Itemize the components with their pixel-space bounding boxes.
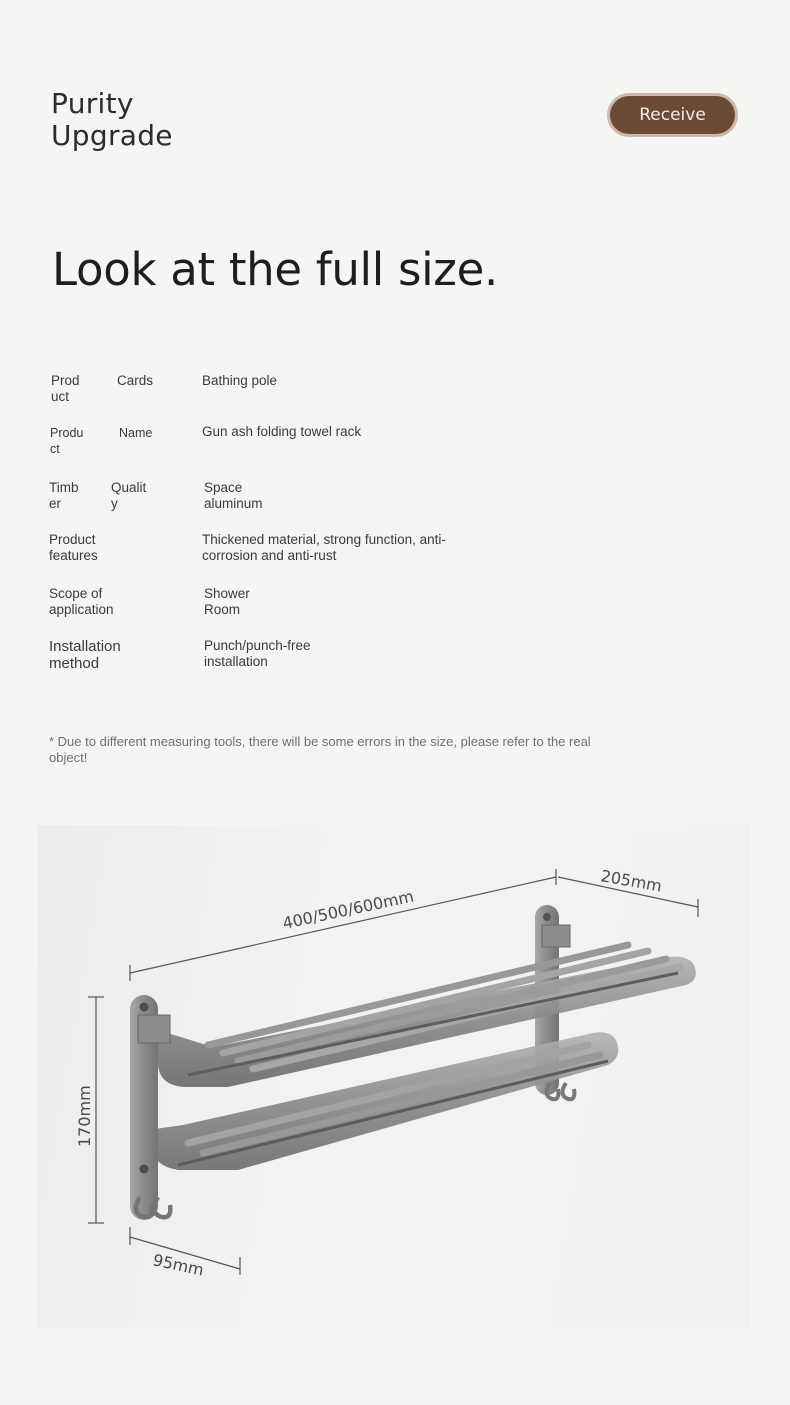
spec-sublabel: Qualit y [111,480,147,511]
towel-rack-illustration [38,825,750,1328]
spec-value: Shower Room [204,586,250,617]
receive-button[interactable]: Receive [610,96,735,134]
page-headline: Look at the full size. [52,243,499,296]
brand-line-1: Purity [51,87,134,120]
spec-label: Product features [49,532,98,563]
length-dimension: 400/500/600mm [280,886,416,933]
spec-value: Gun ash folding towel rack [202,424,362,439]
depth-dimension: 205mm [599,866,664,896]
height-dimension: 170mm [75,1085,94,1147]
bracket-dimension: 95mm [151,1250,206,1280]
spec-value: Punch/punch-free installation [204,638,311,669]
spec-sublabel: Cards [117,373,154,388]
spec-label: Timb er [49,480,79,511]
upper-shelf [158,945,696,1087]
spec-value: Bathing pole [202,373,278,388]
spec-value: Thickened material, strong function, anti- corrosion and anti-rust [202,532,446,563]
spec-label: Prod uct [51,373,80,404]
product-dimension-image [38,825,750,1328]
brand-line-2: Upgrade [51,119,173,152]
spec-label: Scope of application [49,586,114,617]
size-disclaimer: * Due to different measuring tools, there will be some errors in the size, please refer to the real object! [49,734,591,765]
spec-label: Installation method [49,638,121,672]
spec-sublabel: Name [119,426,153,440]
brand-title [51,88,173,152]
left-wall-plate [130,995,170,1220]
spec-label: Produ ct [50,426,84,456]
spec-value: Space aluminum [204,480,263,511]
